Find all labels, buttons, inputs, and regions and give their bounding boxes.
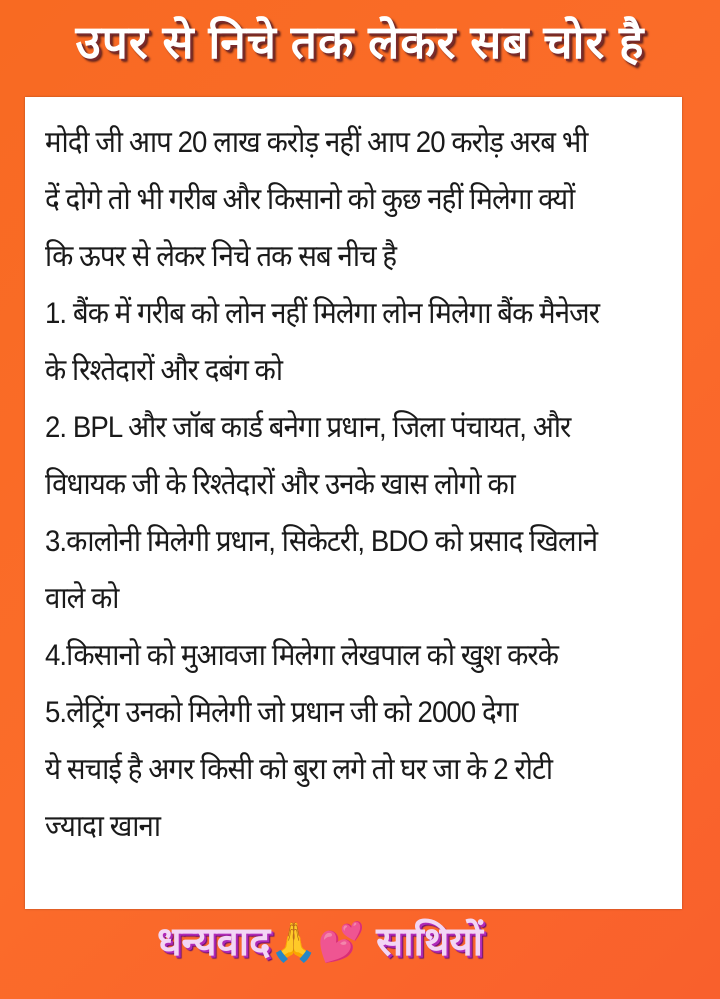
message-card (25, 97, 682, 909)
friends-text: साथियों (376, 920, 484, 964)
message-line: विधायक जी के रिश्तेदारों और उनके खास लोगो का (45, 468, 515, 501)
message-line: 1. बैंक में गरीब को लोन नहीं मिलेगा लोन मिलेगा बैंक मैनेजर (45, 297, 600, 330)
message-line: 4.किसानो को मुआवजा मिलेगा लेखपाल को खुश करके (45, 639, 559, 672)
message-line: 2. BPL और जॉब कार्ड बनेगा प्रधान, जिला पंचायत, और (45, 411, 571, 444)
message-line: 3.कालोनी मिलेगी प्रधान, सिकेटरी, BDO को प्रसाद खिलाने (45, 525, 598, 558)
message-line: ज्यादा खाना (45, 810, 161, 843)
message-line: मोदी जी आप 20 लाख करोड़ नहीं आप 20 करोड़ अरब भी (45, 126, 588, 159)
message-line: ये सचाई है अगर किसी को बुरा लगे तो घर जा के 2 रोटी (45, 753, 553, 786)
footer-greeting (0, 912, 720, 967)
folded-hands-heart-icon: 🙏💕 (270, 922, 366, 964)
thanks-text: धन्यवाद (156, 920, 271, 964)
message-line: 5.लेट्रिंग उनको मिलेगी जो प्रधान जी को 2000 देगा (45, 696, 518, 729)
message-line: दें दोगे तो भी गरीब और किसानो को कुछ नहीं मिलेगा क्यों (45, 183, 575, 216)
headline: उपर से निचे तक लेकर सब चोर है (75, 16, 645, 68)
message-body (45, 114, 672, 855)
message-line: के रिश्तेदारों और दबंग को (45, 354, 283, 387)
message-line: वाले को (45, 582, 119, 615)
message-line: कि ऊपर से लेकर निचे तक सब नीच है (45, 240, 397, 273)
